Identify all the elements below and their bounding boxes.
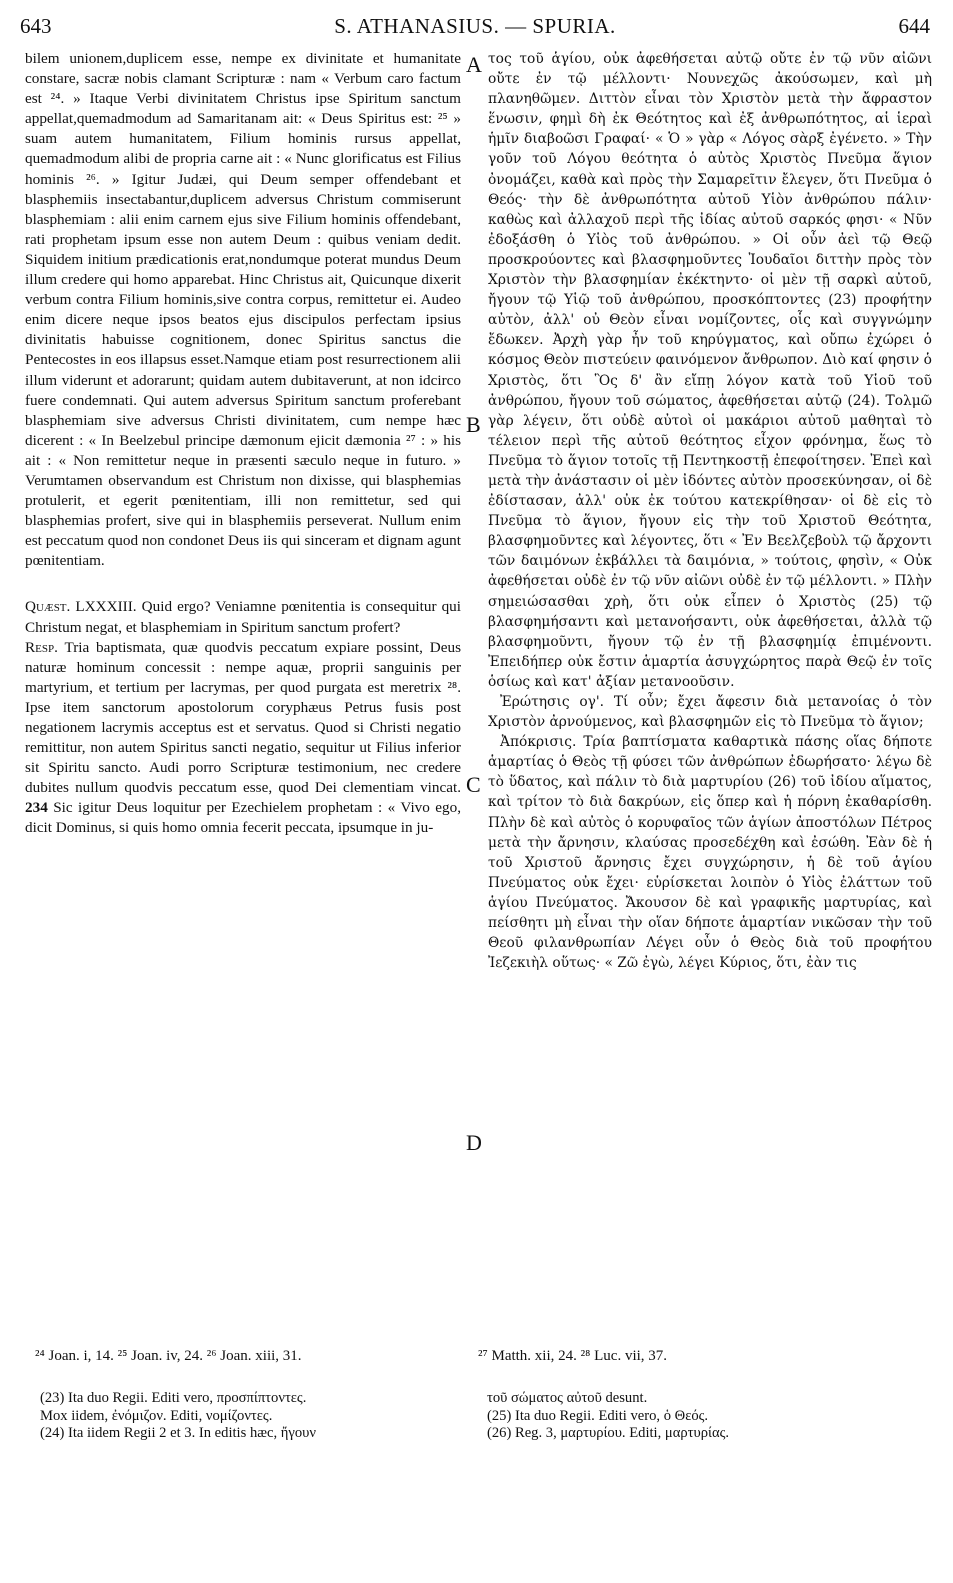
variant-notes-right — [487, 1390, 927, 1443]
latin-column — [25, 49, 461, 839]
column-number: 234 — [25, 799, 54, 817]
margin-letter-c: C — [466, 772, 481, 797]
variant-note: (26) Reg. 3, μαρτυρίου. Editi, μαρτυρίας. — [487, 1425, 730, 1441]
question-label: Quæst. — [25, 598, 71, 616]
variant-note: τοῦ σώματος αὐτοῦ desunt. — [487, 1390, 648, 1406]
greek-answer: Ἀπόκρισις. Τρία βαπτίσματα καθαρτικὰ πάσης οἵας δήποτε ἁμαρτίας ὁ Θεὸς τῇ φύσει τῶν ἀνθρώπων ἐδωρήσατο· λέγω δὲ τὸ ὕδατος, καὶ πάλιν τὸ διὰ μαρτυρίου (26) τοῦ ἰδίου αἵματος, καὶ τρίτον τὸ διὰ δακρύων, εἰς ὅπερ καὶ ἡ πόρνη ἐκαθαρίσθη. Πλὴν δὲ καὶ αὐτὸς ὁ κορυφαῖος τῶν ἁγίων ἀποστόλων Πέτρος μετὰ τὴν ἄρνησιν, κλαύσας προσεδέχθη καὶ ἐσώθη. Ἐὰν δὲ ἡ τοῦ Χριστοῦ ἄρνησις ἔχει συγχώρησιν, ἡ δὲ τοῦ ἁγίου Πνεύματος οὐκ ἔχει· εὑρίσκεται λοιπὸν ὁ Υἱὸς ἐλάττων τοῦ ἁγίου Πνεύματος. Ἄκουσον δὲ καὶ γραφικῆς μαρτυρίας, καὶ πείσθητι μὴ εἶναι τὴν οἵαν δήποτε ἁμαρτίαν νικῶσαν τὴν τοῦ Θεοῦ φιλανθρωπίαν Λέγει οὖν ὁ Θεὸς διὰ τοῦ προφήτου Ἰεζεκιὴλ οὕτως· « Ζῶ ἐγὼ, λέγει Κύριος, ὅτι, ἐὰν τις — [488, 734, 932, 972]
variant-note: (25) Ita duo Regii. Editi vero, ὁ Θεός. — [487, 1407, 709, 1424]
footnotes-right: ²⁷ Matth. xii, 24. ²⁸ Luc. vii, 37. — [478, 1348, 668, 1364]
page-number-left: 643 — [20, 14, 52, 38]
running-header — [20, 14, 930, 44]
latin-paragraph: bilem unionem,duplicem esse, nempe ex divinitate et humanitate constare, sacræ nobis clamant Scripturæ : nam « Verbum caro factum est ²⁴. » Itaque Verbi divinitatem Christus ipse Spiritum sanctum appellat,quemadmodum ad Samaritanam ait: « Deus Spiritus est: ²⁵ » suam autem humanitatem, Filium hominis rursus appellat, quemadmodum alibi de propria carne ait : « Nunc glorificatus est Filius hominis ²⁶. » Igitur Judæi, qui Deum semper offendebant et blasphemiis insectabantur,duplicem adversus Christum commiserunt blasphemiam : alii enim carnem ejus sive Filium hominis offendebant, rati prophetam ipsum esse non autem Deum : quibus veniam dedit. Siquidem initium prædicationis erat,nondumque poterat mundus Deum illum credere qui homo apparebat. Hinc Christus ait, Quicunque dixerit verbum contra Filium hominis,sive contra corpus, remittetur ei. Audeo enim dicere neque ipsos beatos ejus discipulos perfectam ipsius divinitatis habuisse cognitionem, donec Spiritus sanctus die Pentecostes in eos illapsus esset.Namque etiam post resurrectionem alii illum viderunt et adorarunt; quidam autem dubitaverunt, at non idcirco fuere condemnati. Qui autem adversus Spiritum sanctum proferebant blasphemiam sive adversus Christi divinitatem, cum nempe hæc dicerent : « In Beelzebul principe dæmonum ejicit dæmonia ²⁷ : » his ait : « Non remittetur neque in præsenti sæculo neque in futuro. » Verumtamen observandum est Christum non dixisse, qui blasphemias protulerit, et egerit pœnitentiam, illi non remittetur, sed qui blasphemias profert, sive qui in blasphemiis perseverat. Nullum enim est peccatum quod non condonet Deus iis qui sinceram et dignam agunt pœnitentiam. — [25, 50, 461, 570]
latin-response — [25, 638, 461, 839]
response-label: Resp. — [25, 638, 58, 656]
footnotes-left: ²⁴ Joan. i, 14. ²⁵ Joan. iv, 24. ²⁶ Joan. xiii, 31. — [35, 1348, 302, 1364]
greek-column — [488, 49, 932, 973]
margin-letter-b: B — [466, 412, 481, 437]
variant-note: (23) Ita duo Regii. Editi vero, προσπίπτοντες. — [40, 1390, 307, 1406]
variant-note: (24) Ita iidem Regii 2 et 3. In editis hæc, ἤγουν — [40, 1425, 316, 1441]
page-number-right: 644 — [898, 14, 930, 38]
variant-notes-left — [40, 1390, 470, 1443]
margin-letter-a: A — [466, 52, 482, 77]
variant-note: Mox iidem, ἐνόμιζον. Editi, νομίζοντες. — [40, 1407, 273, 1424]
response-text: Tria baptismata, quæ quodvis peccatum expiare possint, Deus naturæ hominum concessit : nempe aquæ, proprii sanguinis per martyrium, et tertium per lacrymas, per quod purgata est meretrix ²⁸. Ipse item sanctorum apostolorum coryphæus Petrus fusis post negationem lacrymis acceptus est et servatus. Quod si Christi negatio remittitur, non autem Spiritus sancti negatio, sequitur ut Filius inferior sit Spiritu sancto. Audi porro Scripturæ testimonium, nec credere dubites nullum quodvis peccatum esse, quod Dei clementiam vincat. — [25, 638, 461, 797]
latin-question — [25, 597, 461, 637]
response-text-continued: Sic igitur Deus loquitur per Ezechielem prophetam : « Vivo ego, dicit Dominus, si quis homo omnia fecerit peccata, ipsumque in ju- — [25, 799, 462, 837]
question-text: LXXXIII. Quid ergo? Veniamne pœnitentia is consequitur qui Christum negat, et blasphemiam in Spiritum sanctum profert? — [25, 598, 461, 636]
greek-question: Ἐρώτησις ογ'. Τί οὖν; ἔχει ἄφεσιν διὰ μετανοίας ὁ τὸν Χριστὸν ἀρνούμενος, καὶ βλασφημῶν εἰς τὸ Πνεῦμα τὸ ἅγιον; — [488, 694, 932, 731]
greek-paragraph: τος τοῦ ἁγίου, οὐκ ἀφεθήσεται αὐτῷ οὔτε ἐν τῷ νῦν αἰῶνι οὔτε ἐν τῷ μέλλοντι· Νουνεχῶς ἀκούσωμεν, καὶ μὴ πλανηθῶμεν. Διττὸν εἶναι τὸν Χριστὸν μετὰ τὴν ἄφραστον ἕνωσιν, φημὶ δὴ ἐκ Θεότητος καὶ ἐξ ἀνθρωπότητος, αἱ ἱεραὶ ἡμῖν διαβοῶσι Γραφαί· « Ὁ » γὰρ « Λόγος σὰρξ ἐγένετο. » Τὴν γοῦν τοῦ Λόγου θεότητα ὁ αὐτὸς Χριστὸς Πνεῦμα ἅγιον ὀνομάζει, καθὰ καὶ πρὸς τὴν Σαμαρεῖτιν ἔλεγεν, ὅτι Πνεῦμα ὁ Θεός· τὴν δὲ ἀνθρωπότητα αὐτοῦ Υἱὸν ἀνθρώπου πάλιν· καθὼς καὶ ἀλλαχοῦ περὶ τῆς ἰδίας αὐτοῦ σαρκός φησι· « Νῦν ἐδοξάσθη ὁ Υἱὸς τοῦ ἀνθρώπου. » Οἱ οὖν ἀεὶ τῷ Θεῷ προσκρούοντες καὶ βλασφημοῦντες Ἰουδαῖοι διττὴν πρὸς τὸν Χριστὸν τὴν βλασφημίαν ἐκέκτηντο· οἱ μὲν τῇ σαρκὶ αὐτοῦ, ἤγουν τῷ Υἱῷ τοῦ ἀνθρώπου, προσκόπτοντες (23) προφήτην αὐτὸν, ἀλλ' οὐ Θεὸν εἶναι νομίζοντες, οἷς καὶ συγγνώμην ἔδωκεν. Ἀρχὴ γὰρ ἦν τοῦ κηρύγματος, καὶ οὔπω ἐχώρει ὁ κόσμος Θεὸν πιστεύειν φαινόμενον ἄνθρωπον. Διὸ καί φησιν ὁ Χριστὸς, ὅτι Ὃς δ' ἂν εἴπῃ λόγον κατὰ τοῦ Υἱοῦ τοῦ ἀνθρώπου, ἤγουν τοῦ σώματος, ἀφεθήσεται αὐτῷ (24). Τολμῶ γὰρ λέγειν, ὅτι οὐδὲ αὐτοὶ οἱ μακάριοι αὐτοῦ μαθηταὶ τὸ τέλειον περὶ τῆς αὐτοῦ θεότητος εἶχον φρόνημα, ἕως τὸ Πνεῦμα τὸ ἅγιον τοτοῖς τῇ Πεντηκοστῇ ἐπεφοίτησεν. Ἐπεὶ καὶ μετὰ τὴν ἀνάστασιν οἱ μὲν ἰδόντες αὐτὸν προσεκύνησαν, οἱ δὲ ἐδίστασαν, ἀλλ' οὐκ ἐκ τούτου κατεκρίθησαν· οἱ δὲ εἰς τὸ Πνεῦμα τὸ ἅγιον, ἤγουν εἰς τὴν τοῦ Χριστοῦ Θεότητα, βλασφημοῦντες καὶ λέγοντες, ὅτι « Ἐν Βεελζεβοὺλ τῷ ἄρχοντι τῶν δαιμόνων ἐκβάλλει τὰ δαιμόνια, » τούτοις, φησὶν, « Οὐκ ἀφεθήσεται οὐδὲ ἐν τῷ νῦν αἰῶνι οὐδὲ ἐν τῷ μέλλοντι. » Πλὴν σημειώσασθαι χρὴ, ὅτι οὐκ εἶπεν ὁ Χριστὸς (25) τῷ βλασφημήσαντι καὶ μετανοήσαντι, οὐκ ἀφεθήσεται, ἀλλὰ τῷ βλασφημοῦντι, ἤγουν τῷ ἐν τῇ βλασφημίᾳ ἐπιμένοντι. Ἐπειδήπερ οὐκ ἔστιν ἁμαρτία ἀσυγχώρητος παρὰ Θεῷ ἐν τοῖς ὁσίως καὶ κατ' ἀξίαν μετανοοῦσιν. — [488, 51, 932, 690]
running-title: S. ATHANASIUS. — SPURIA. — [334, 14, 616, 38]
margin-letter-d: D — [466, 1130, 482, 1155]
